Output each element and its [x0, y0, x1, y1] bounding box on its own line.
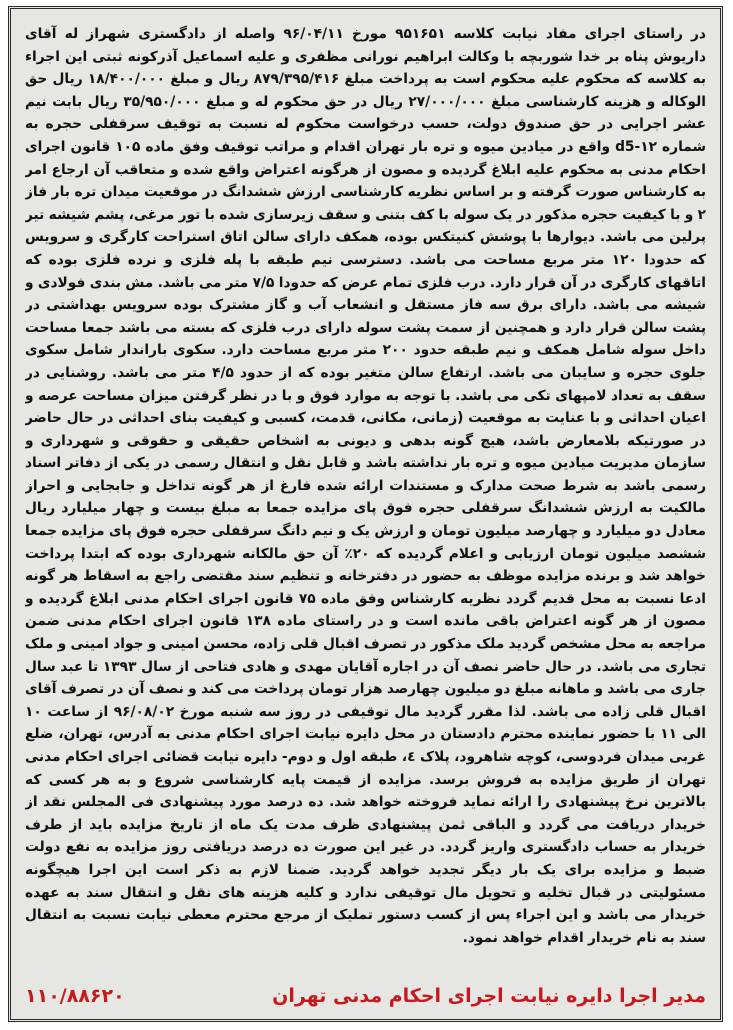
reference-number: ۱۱۰/۸۸۶۲۰ — [25, 985, 125, 1007]
notice-footer — [25, 981, 706, 1011]
notice-body-text: در راستای اجرای مفاد نیابت کلاسه ۹۵۱۶۵۱ مورخ ۹۶/۰۴/۱۱ واصله از دادگستری شهراز له آقای داریوش پناه بر خدا شوربچه با وکالت ابراهیم نورانی مظفری و علیه اسماعیل آذرکونه ثبتی این اجراء به کلاسه که محکوم علیه محکوم است به پرداخت مبلغ ۸۷۹/۳۹۵/۴۱۶ ریال و مبلغ ۱۸/۴۰۰/۰۰۰ ریال حق الوکاله و هزینه کارشناسی مبلغ ۲۷/۰۰۰/۰۰۰ ریال در حق محکوم له و مبلغ ۳۵/۹۵۰/۰۰۰ ریال بابت نیم عشر اجرایی در حق صندوق دولت، حسب درخواست محکوم له نسبت به توقیف سرقفلی حجره به شماره ۱۲-d5 واقع در میادین میوه و تره بار تهران اقدام و مراتب توقیف وفق ماده ۱۰۵ قانون اجرای احکام مدنی به محکوم علیه ابلاغ گردیده و مصون از هرگونه اعتراض واقع شده و متعاقب آن ارجاع امر به کارشناس صورت گرفته و بر اساس نظریه کارشناسی ارزش ششدانگ در موقعیت میدان تره بار فاز ۲ و با کیفیت حجره مذکور در یک سوله با کف بتنی و سقف زیرسازی شده با تور مرغی، پشم شیشه تیر پرلین می باشد. دیوارها با پوشش کنیتکس بوده، همکف دارای سالن اتاق استراحت کارگری و سرویس که حدودا ۱۲۰ متر مربع مساحت می باشد. دسترسی نیم طبقه با پله فلزی و نرده فلزی بوده که اتاقهای کارگری در آن قرار دارد. درب فلزی تمام عرض که حدودا ۷/۵ متر می باشد. مش بندی فولادی و شیشه می باشد. دارای برق سه فاز مستقل و انشعاب آب و گاز مشترک بوده سرویس بهداشتی در پشت سالن قرار دارد و همچنین از سمت پشت سوله دارای درب فلزی که بسته می باشد جمعا مساحت داخل سوله شامل همکف و نیم طبقه حدود ۲۰۰ متر مربع مساحت دارد. سکوی باراندار شامل سکوی جلوی حجره و سایبان می باشد. ارتفاع سالن متغیر بوده که از حدود ۴/۵ متر می باشد. روشنایی در سقف به تعداد لامپهای تکی می باشد. با توجه به موارد فوق و با در نظر گرفتن میزان مساحت عرصه و اعیان احداثی و با عنایت به موقعیت (زمانی، مکانی، قدمت، کسبی و کیفیت بنای احداثی در حال حاضر در صورتیکه بلامعارض باشد، هیچ گونه بدهی و دیونی به اشخاص حقیقی و حقوقی و شهرداری و سازمان مدیریت میادین میوه و تره بار نداشته باشد و قابل نقل و انتقال رسمی در یکی از دفاتر اسناد رسمی باشد به شرط صحت مدارک و مستندات ارائه شده فارغ از هر گونه تداخل و جابجایی و احراز مالکیت به ارزش ششدانگ سرقفلی حجره فوق پای مزایده جمعا به مبلغ بیست و چهار میلیارد ریال معادل دو میلیارد و چهارصد میلیون تومان و ارزش یک و نیم دانگ سرقفلی حجره فوق پای مزایده جمعا ششصد میلیون تومان ارزیابی و اعلام گردیده که ۲۰٪ آن حق مالکانه شهرداری بوده که ابتدا پرداخت خواهد شد و برنده مزایده موظف به حضور در دفترخانه و تنظیم سند مقتضی راجع به اسقاط هر گونه ادعا نسبت به محل قدیم گردد نظریه کارشناس وفق ماده ۷۵ قانون اجرای احکام مدنی ابلاغ گردیده و مصون از هر گونه اعتراض باقی مانده است و در راستای ماده ۱۳۸ قانون اجرای احکام مدنی ضمن مراجعه به محل مشخص گردید ملک مذکور در تصرف اقبال قلی زاده، محسن امینی و جواد امینی و ملک تجاری می باشد. در حال حاضر نصف آن در اجاره آقایان مهدی و هادی فتاحی از سال ۱۳۹۳ تا عبد سال جاری می باشد و ماهانه مبلغ دو میلیون چهارصد هزار تومان پرداخت می کند و نصف آن در تصرف آقای اقبال قلی زاده می باشد. لذا مقرر گردید مال توقیفی در روز سه شنبه مورخ ۹۶/۰۸/۰۲ از ساعت ۱۰ الی ۱۱ با حضور نماینده محترم دادستان در محل دایره نیابت اجرای احکام مدنی به آدرس، تهران، ضلع غربی میدان فردوسی، کوچه شاهرود، پلاک ٤، طبقه اول و دوم- دایره نیابت قضائی اجرای احکام مدنی تهران از طریق مزایده به فروش برسد. مزایده از قیمت پایه کارشناسی شروع و به هر کسی که بالاترین نرخ پیشنهادی را ارائه نماید فروخته خواهد شد. ده درصد مورد پیشنهادی فی المجلس نقد از خریدار دریافت می گردد و الباقی ثمن پیشنهادی ظرف مدت یک ماه از تاریخ مزایده باید از طرف خریدار به حساب دادگستری واریز گردد. در غیر این صورت ده درصد دریافتی روز مزایده به نفع دولت ضبط و مزایده برای یک بار دیگر تجدید خواهد گردید. ضمنا لازم به ذکر است این اجرا هیچگونه مسئولیتی در قبال تخلیه و تحویل مال توقیفی ندارد و کلیه هزینه های نقل و انتقال سند به عهده خریدار می باشد و این اجراء پس از کسب دستور تملیک از مرجع محترم معطی نیابت نسبت به انتقال سند به نام خریدار اقدام خواهد نمود. — [25, 26, 706, 946]
auction-notice — [8, 6, 723, 1022]
signature-line: مدیر اجرا دایره نیابت اجرای احکام مدنی تهران — [272, 985, 706, 1007]
